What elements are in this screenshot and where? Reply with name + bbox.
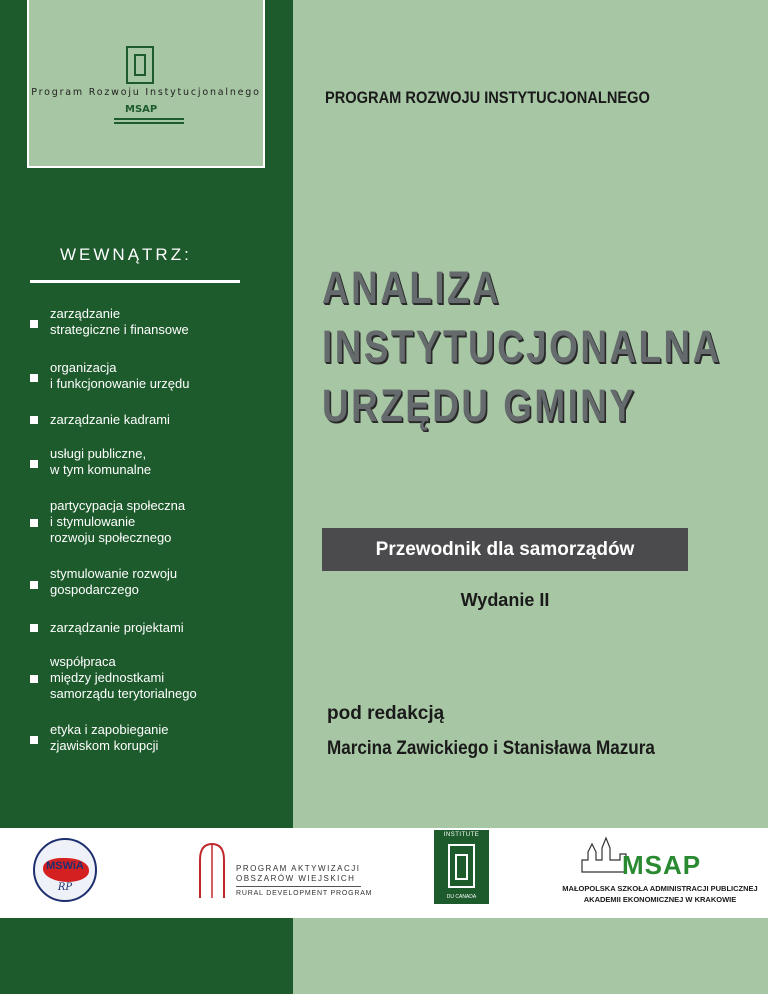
subtitle-band [322, 528, 688, 571]
institute-emblem-icon [448, 844, 475, 888]
partner-logo-strip [0, 828, 768, 918]
rdp-divider [236, 886, 361, 887]
heading-divider [30, 280, 240, 283]
institute-emblem-icon [126, 46, 154, 84]
msap-small-subtext [114, 118, 184, 126]
mswia-logo: MSWiA RP [33, 838, 97, 902]
rdp-text-1: PROGRAM AKTYWIZACJI [236, 864, 361, 873]
msap-small-logo: MSAP [125, 104, 158, 115]
series-title: PROGRAM ROZWOJU INSTYTUCJONALNEGO [325, 88, 650, 107]
square-bullet-icon [30, 624, 38, 632]
subtitle: Przewodnik dla samorządów [375, 539, 635, 560]
editors-names: Marcina Zawickiego i Stanisława Mazura [327, 738, 655, 759]
square-bullet-icon [30, 416, 38, 424]
msap-name-2: AKADEMII EKONOMICZNEJ W KRAKOWIE [583, 895, 737, 904]
program-logo-box [27, 0, 265, 168]
rdp-text-2: OBSZARÓW WIEJSKICH [236, 874, 356, 883]
rdp-text-3: RURAL DEVELOPMENT PROGRAM [236, 890, 373, 897]
edition-label: Wydanie II [460, 590, 550, 610]
program-logo-text: Program Rozwoju Instytucjonalnego [31, 87, 261, 98]
square-bullet-icon [30, 581, 38, 589]
square-bullet-icon [30, 320, 38, 328]
inside-heading: WEWNĄTRZ: [60, 245, 192, 264]
square-bullet-icon [30, 736, 38, 744]
square-bullet-icon [30, 460, 38, 468]
square-bullet-icon [30, 374, 38, 382]
editor-intro: pod redakcją [327, 703, 445, 724]
square-bullet-icon [30, 519, 38, 527]
institute-logo: INSTITUTE DU CANADA [434, 830, 489, 904]
msap-logo: MSAP [622, 850, 702, 880]
msap-name-1: MAŁOPOLSKA SZKOŁA ADMINISTRACJI PUBLICZNEJ [562, 884, 758, 893]
main-title: ANALIZA INSTYTUCJONALNA URZĘDU GMINY [322, 262, 722, 431]
square-bullet-icon [30, 675, 38, 683]
sidebar-panel: Program Rozwoju Instytucjonalnego MSAP WEWNĄTRZ: zarządzanie strategiczne i finansowe organizacja i funkcjonowanie urzędu zarządzanie kadrami usługi publiczne, w tym komunalne partycypacja społeczna i stymulowanie rozwoju społecznego stymulowanie rozwoju gospodarczego zarządzanie projektami współpraca między jednostkami samorządu terytorialnego etyka i zapobieganie zjawiskom korupcji [0, 0, 293, 994]
rdp-arch-icon [198, 840, 226, 900]
